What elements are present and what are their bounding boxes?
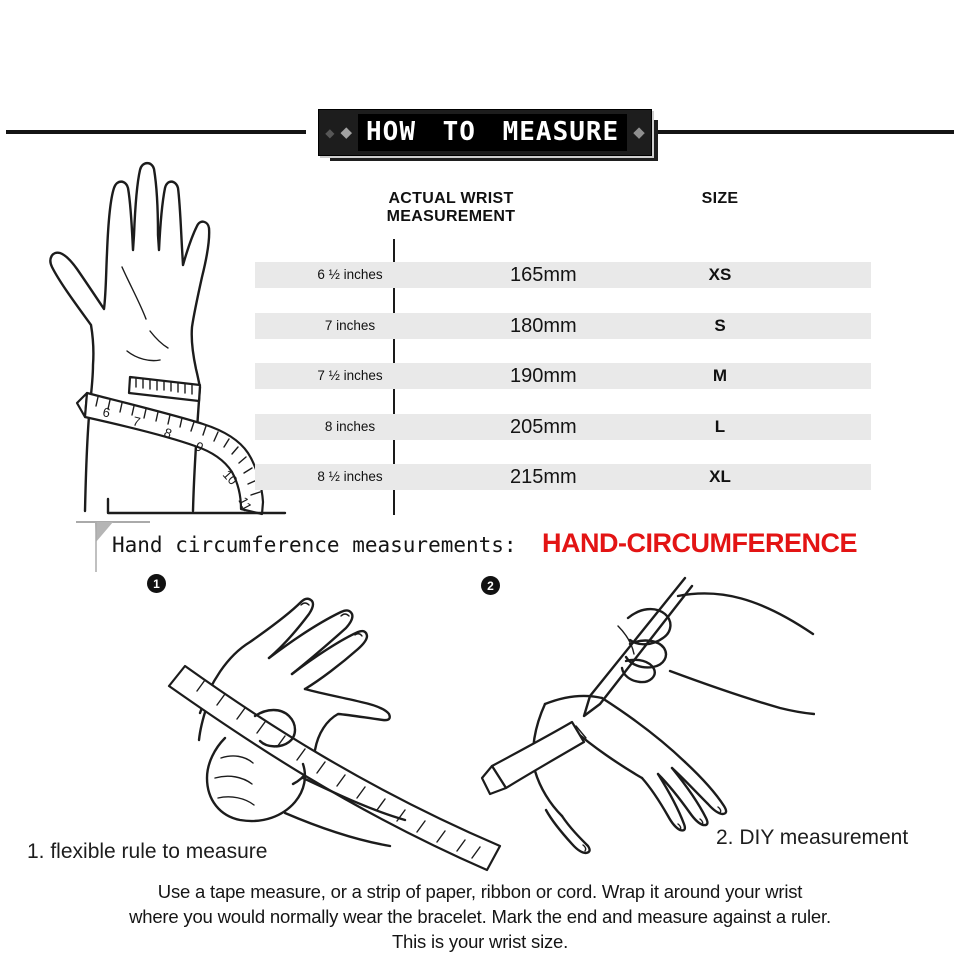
paper-strip: [482, 722, 586, 794]
instructions-line: where you would normally wear the bracelet. Mark the end and measure against a ruler.: [129, 906, 831, 927]
wrist-inches: 7 ½ inches: [317, 368, 383, 383]
tape-number: 7: [131, 413, 142, 430]
wrist-inches: 8 ½ inches: [317, 469, 383, 484]
wrist-inches: 8 inches: [324, 419, 376, 434]
step-1-marker: 1: [147, 574, 166, 593]
method-1-caption: 1. flexible rule to measure: [27, 840, 268, 863]
tape-number: 9: [192, 438, 207, 456]
flat-hand: [533, 696, 726, 853]
column-header-measurement: ACTUAL WRIST MEASUREMENT: [386, 190, 516, 225]
instructions-line: This is your wrist size.: [391, 931, 569, 952]
instructions-line: Use a tape measure, or a strip of paper, ribbon or cord. Wrap it around your wrist: [157, 881, 803, 902]
flexible-rule-illustration: [155, 588, 515, 876]
hand-outline: [50, 163, 209, 511]
table-row: [255, 363, 871, 389]
wrist-mm: 180mm: [510, 315, 577, 337]
wrist-mm: 190mm: [510, 365, 577, 387]
step-2-marker: 2: [481, 576, 500, 595]
wrist-inches: 7 inches: [324, 318, 376, 333]
wrist-mm: 165mm: [510, 264, 577, 286]
tape-number: 6: [101, 404, 112, 421]
table-row: [255, 464, 871, 490]
column-header-size: SIZE: [701, 190, 739, 207]
size-label: XL: [709, 467, 731, 486]
measuring-tape: [77, 377, 263, 514]
tape-number: 10: [219, 466, 241, 488]
method-2-caption: 2. DIY measurement: [716, 826, 909, 849]
diamond-icon: ◆: [633, 124, 645, 141]
table-row: [255, 414, 871, 440]
divider-line-right: [654, 130, 954, 134]
wrist-inches: 6 ½ inches: [317, 267, 383, 282]
diamond-icon: ◆: [340, 124, 353, 141]
circumference-label: Hand circumference measurements:: [112, 533, 517, 557]
pen-hand: [584, 578, 814, 716]
size-label: S: [714, 316, 726, 335]
page-title: HOW TO MEASURE: [358, 114, 627, 151]
instructions-text: [80, 879, 880, 954]
table-row: [255, 313, 871, 339]
diamond-icon: ◆: [325, 125, 335, 140]
circumference-highlight: HAND-CIRCUMFERENCE: [542, 528, 857, 558]
divider-line-left: [6, 130, 306, 134]
size-label: XS: [708, 265, 732, 284]
tape-number: 8: [161, 424, 174, 442]
diy-measurement-illustration: [480, 566, 815, 866]
tape-number: 11: [235, 494, 255, 514]
size-label: L: [714, 417, 726, 436]
size-label: M: [712, 366, 728, 385]
wrist-mm: 215mm: [510, 466, 577, 488]
wrist-mm: 205mm: [510, 416, 577, 438]
table-row: [255, 262, 871, 288]
how-to-measure-banner: [318, 109, 652, 156]
